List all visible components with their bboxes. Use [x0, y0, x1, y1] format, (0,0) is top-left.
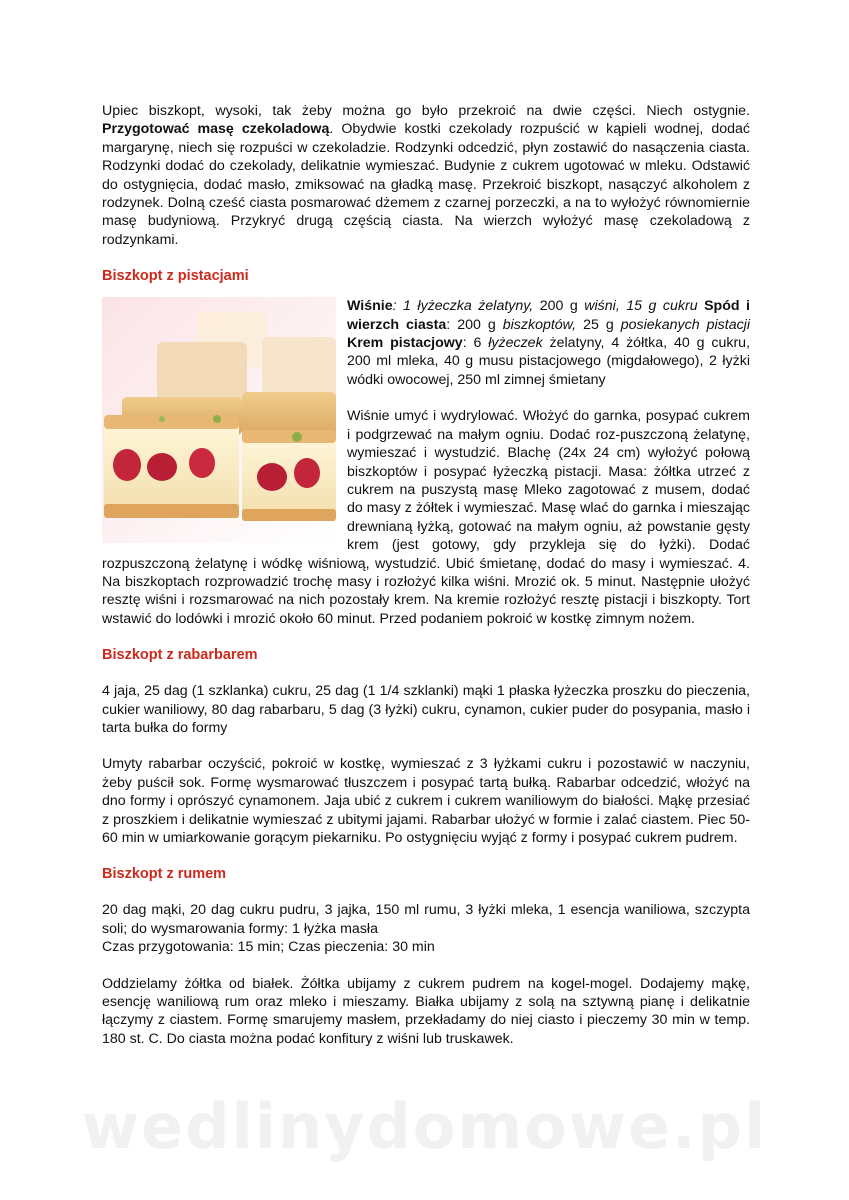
cake-photo-illustration	[102, 297, 336, 543]
watermark: wedlinydomowe.pl	[81, 1090, 768, 1163]
cake-photo	[102, 297, 336, 543]
rum-times: Czas przygotowania: 15 min; Czas pieczenia: 30 min	[102, 939, 435, 956]
rhubarb-method: Umyty rabarbar oczyścić, pokroić w kostkę, wymieszać z 3 łyżkami cukru i pozostawić w naczyniu, żeby puścił sok. Formę wysmarować tłuszczem i posypać tartą bułką. Rabarbar odcedzić, włożyć na dno formy i oprószyć cynamonem. Jaja ubić z cukrem i cukrem waniliowym do białości. Mąkę przesiać z proszkiem i delikatnie wymieszać z ubitymi jajami. Rabarbar ułożyć w formie i zalać ciastem. Piec 50-60 min w umiarkowanie gorącym piekarniku. Po ostygnięciu wyjąć z formy i posypać cukrem pudrem.	[102, 756, 750, 846]
intro-bold-heading: Przygotować masę czekoladową	[102, 121, 330, 138]
section-title-pistachio: Biszkopt z pistacjami	[102, 268, 249, 285]
pistachio-ingredients: Wiśnie: 1 łyżeczka żelatyny, 200 g wiśni, 15 g cukru Spód i wierzch ciasta: 200 g biszkoptów, 25 g posiekanych pistacji Krem pistacjowy: 6 łyżeczek żelatyny, 4 żółtka, 40 g cukru, 200 ml mleka, 40 g musu pistacjowego (migdałowego), 2 łyżki wódki owocowej, 250 ml zimnej śmietany	[347, 298, 750, 388]
intro-paragraph: Upiec biszkopt, wysoki, tak żeby można go było przekroić na dwie części. Niech ostygnie. Przygotować masę czekoladową. Obydwie kostki czekolady rozpuścić w kąpieli wodnej, dodać margarynę, niech się rozpuści w czekoladzie. Rodzynki odcedzić, płyn zostawić do nasączenia ciasta. Rodzynki dodać do czekolady, delikatnie wymieszać. Budynie z cukrem ugotować w mleku. Odstawić do ostygnięcia, dodać masło, zmiksować na gładką masę. Przekroić biszkopt, nasączyć alkoholem z rodzynek. Dolną cześć ciasta posmarować dżemem z czarnej porzeczki, a na to wyłożyć równomiernie masę budyniową. Przykryć drugą częścią ciasta. Na wierzch wyłożyć masę czekoladową z rodzynkami.	[102, 103, 750, 248]
rhubarb-ingredients: 4 jaja, 25 dag (1 szklanka) cukru, 25 dag (1 1/4 szklanki) mąki 1 płaska łyżeczka proszku do pieczenia, cukier waniliowy, 80 dag rabarbaru, 5 dag (3 łyżki) cukru, cynamon, cukier puder do posypania, masło i tarta bułka do formy	[102, 683, 750, 736]
rum-ingredients: 20 dag mąki, 20 dag cukru pudru, 3 jajka, 150 ml rumu, 3 łyżki mleka, 1 esencja waniliowa, szczypta soli; do wysmarowania formy: 1 łyżka masła	[102, 902, 750, 937]
recipe-page	[102, 102, 750, 1048]
rum-method: Oddzielamy żółtka od białek. Żółtka ubijamy z cukrem pudrem na kogel-mogel. Dodajemy mąkę, esencję waniliową rum oraz mleko i mieszamy. Białka ubijamy z solą na sztywną pianę i delikatnie łączymy z ciastem. Formę smarujemy masłem, przekładamy do niej ciasto i pieczemy 30 min w temp. 180 st. C. Do ciasta można podać konfitury z wiśni lub truskawek.	[102, 975, 750, 1047]
section-title-rhubarb: Biszkopt z rabarbarem	[102, 647, 258, 664]
section-title-rum: Biszkopt z rumem	[102, 866, 227, 883]
pistachio-method: Wiśnie umyć i wydrylować. Włożyć do garnka, posypać cukrem i podgrzewać na małym ogniu. Dodać roz-puszczoną żelatynę, wymieszać i wystudzić. Blachę (24x 24 cm) wyłożyć połową biszkoptów i posypać łyżeczką pistacji. Masa: żółtka utrzeć z cukrem na puszystą masę Mleko zagotować z musem, dodać do masy z żółtek i wymieszać. Masę wlać do garnka i mieszając drewnianą łyżką, gotować na małym ogniu, aż powstanie gęsty krem (jest gotowy, gdy przykleja się do łyżki). Dodać rozpuszczoną żelatynę i wódkę wiśniową, wystudzić. Ubić śmietanę, dodać do masy i wymieszać. 4. Na biszkoptach rozprowadzić trochę masy i rozłożyć kilka wiśni. Mrozić ok. 5 minut. Następnie ułożyć resztę wiśni i rozsmarować na nich pozostały krem. Na kremie rozłożyć resztę pistacji i biszkopty. Tort wstawić do lodówki i mrozić około 60 minut. Przed podaniem pokroić w kostkę zimnym nożem.	[102, 408, 750, 627]
